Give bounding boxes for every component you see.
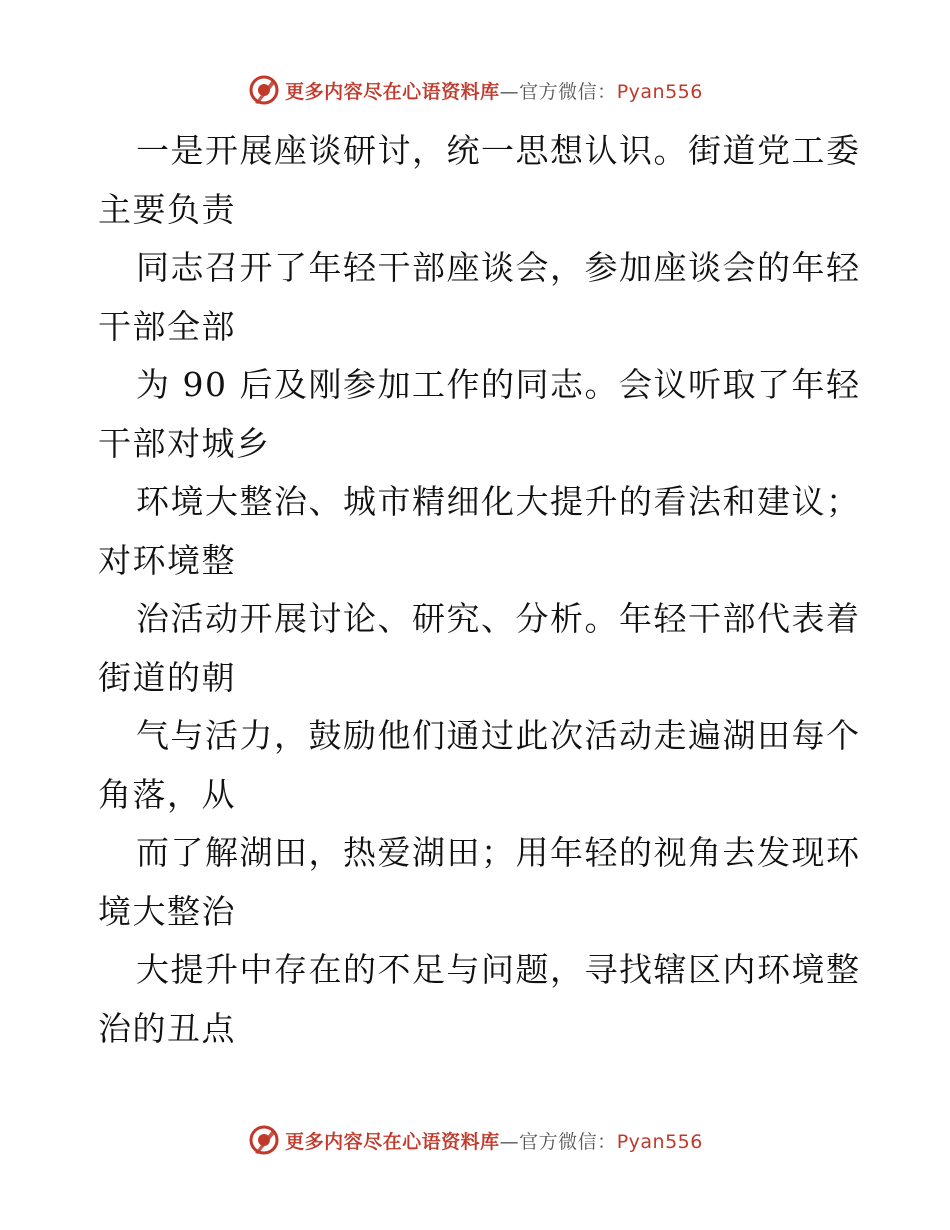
body-line: 境大整治 [98,891,236,931]
header-banner-main: 更多内容尽在心语资料库 [285,80,500,103]
header-banner-handle: Pyan556 [616,80,703,103]
body-line: 角落，从 [98,774,236,814]
body-line: 对环境整 [98,540,236,580]
quill-pen-logo-icon [247,1123,281,1157]
footer-banner-handle: Pyan556 [616,1130,703,1153]
footer-banner-wechat: 官方微信： [519,1130,617,1153]
body-line: 为 90 后及刚参加工作的同志。会议听取了年轻 [136,365,861,404]
body-line: 干部对城乡 [98,423,271,463]
body-line: 大提升中存在的不足与问题，寻找辖区内环境整 [136,950,861,989]
header-banner-text [285,77,703,104]
body-line: 环境大整治、城市精细化大提升的看法和建议； [136,482,861,521]
body-line: 同志召开了年轻干部座谈会，参加座谈会的年轻 [136,248,861,287]
body-line: 一是开展座谈研讨，统一思想认识。街道党工委 [136,131,861,170]
body-line: 治活动开展讨论、研究、分析。年轻干部代表着 [136,599,861,638]
footer-banner [0,1120,950,1160]
body-line: 街道的朝 [98,657,236,697]
header-banner [0,70,950,110]
body-line: 治的丑点 [98,1008,236,1048]
footer-banner-text [285,1127,703,1154]
body-line: 气与活力，鼓励他们通过此次活动走遍湖田每个 [136,716,861,755]
quill-pen-logo-icon [247,73,281,107]
footer-banner-main: 更多内容尽在心语资料库 [285,1130,500,1153]
header-banner-dash: — [499,80,520,103]
header-banner-wechat: 官方微信： [519,80,617,103]
body-line: 主要负责 [98,189,236,229]
body-line: 而了解湖田，热爱湖田；用年轻的视角去发现环 [136,833,861,872]
footer-banner-dash: — [499,1130,520,1153]
body-line: 干部全部 [98,306,236,346]
document-body [98,122,861,1058]
